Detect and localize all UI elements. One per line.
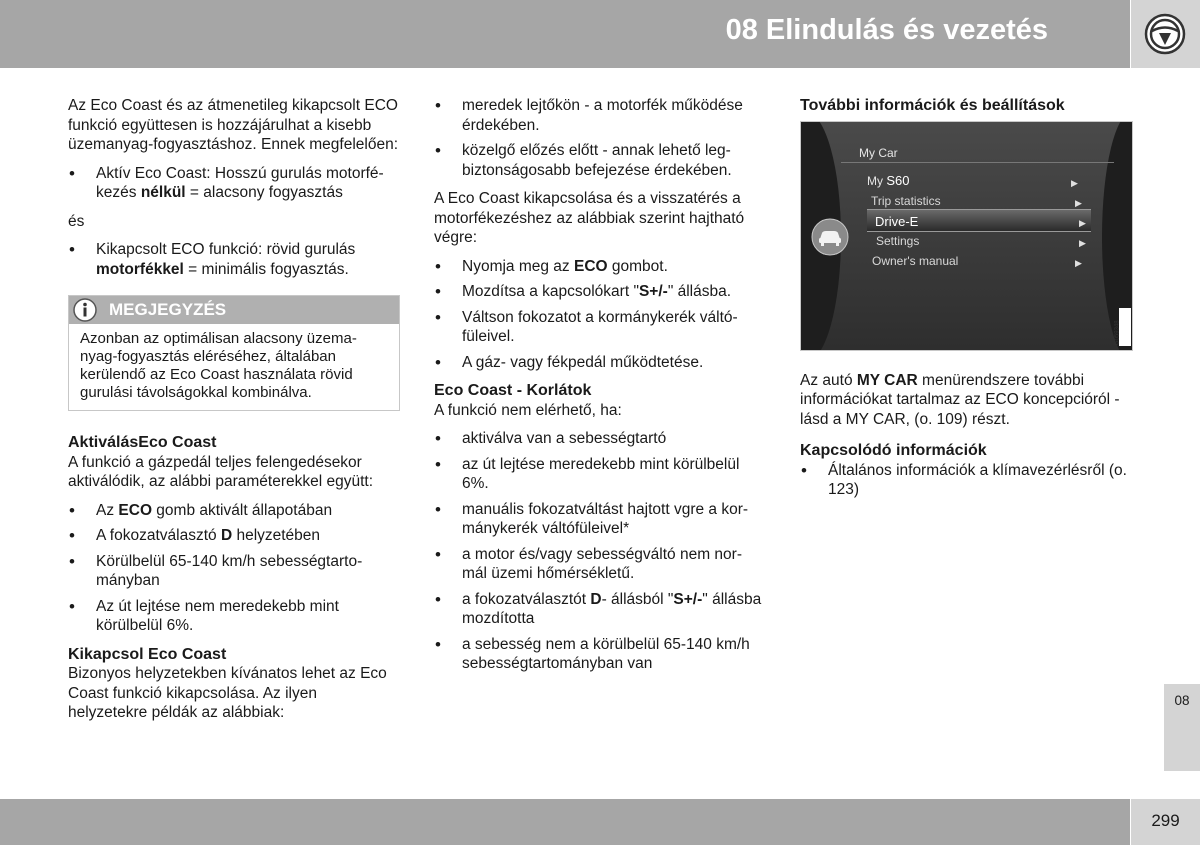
deactivation-heading: Kikapcsol Eco Coast <box>68 645 227 663</box>
deactivation-steps-list <box>434 257 766 373</box>
info-icon <box>73 298 97 322</box>
my-car-screen-image <box>800 121 1133 351</box>
page-number: 299 <box>1151 811 1180 830</box>
limits-heading: Eco Coast - Korlátok <box>434 382 592 399</box>
side-tab-label: 08 <box>1174 693 1190 708</box>
note-title: MEGJEGYZÉS <box>109 300 227 319</box>
list-item: • Az ECO gomb aktivált állapotában <box>68 501 400 521</box>
deactivation-method-text: A Eco Coast kikapcsolása és a visszatérés a motorfékezéshez az alábbiak szerint hajtható végre: <box>434 190 745 246</box>
eco-off-list <box>68 240 400 279</box>
screen-menu-item: Settings <box>876 233 920 248</box>
list-item: • A fokozatválasztó D helyzetében <box>68 526 400 546</box>
list-item: • Nyomja meg az ECO gombot. <box>434 257 766 277</box>
and-text: és <box>68 212 85 230</box>
eco-coast-list <box>68 164 400 203</box>
list-item: • aktiválva van a sebességtartó <box>434 429 766 449</box>
deactivation-examples-list <box>434 96 766 180</box>
more-info-heading: További információk és beállítások <box>800 97 1065 114</box>
arrow-right-icon: ▶ <box>1079 237 1086 248</box>
column-2 <box>434 96 766 683</box>
column-3 <box>800 96 1134 509</box>
list-item: • a sebesség nem a körülbelül 65-140 km/h sebességtartományban van <box>434 635 766 674</box>
chapter-title: 08 Elindulás és vezetés <box>725 14 1048 46</box>
screen-menu-item: Owner's manual <box>872 253 959 268</box>
list-item: • Kikapcsolt ECO funkció: rövid gurulás motorfékkel = minimális fogyasztás. <box>68 240 400 279</box>
related-info-list <box>800 461 1134 500</box>
activation-list <box>68 501 400 636</box>
list-item: • a motor és/vagy sebességváltó nem nor-mál üzemi hőmérsékletű. <box>434 545 766 584</box>
header-bar <box>0 0 1130 68</box>
page-number-box <box>1131 799 1200 845</box>
column-1 <box>68 96 400 732</box>
footer-bar <box>0 799 1130 845</box>
limits-text: A funkció nem elérhető, ha: <box>434 401 622 419</box>
list-item: • manuális fokozatváltást hajtott vgre a kor-mánykerék váltófüleivel* <box>434 500 766 539</box>
intro-paragraph: Az Eco Coast és az átmenetileg kikapcsolt ECO funkció együttesen is hozzájárulhat a kisebb üzemanyag-fogyasztáshoz. Ennek megfelelően: <box>68 97 399 153</box>
arrow-right-icon: ▶ <box>1071 177 1078 188</box>
related-info-heading: Kapcsolódó információk <box>800 442 987 459</box>
screen-title: My Car <box>859 145 898 160</box>
screen-menu-item-selected: Drive-E <box>875 213 919 229</box>
activation-text: A funkció a gázpedál teljes felengedésekor aktiválódik, az alábbi paraméterekkel együtt: <box>68 453 373 490</box>
arrow-right-icon: ▶ <box>1075 257 1082 268</box>
image-code: G059348 <box>1119 308 1131 346</box>
arrow-right-icon: ▶ <box>1079 217 1086 228</box>
activation-heading: AktiválásEco Coast <box>68 434 217 451</box>
list-item: • a fokozatválasztót D- állásból "S+/-" állásba mozdította <box>434 590 766 629</box>
list-item: • Váltson fokozatot a kormánykerék váltó-füleivel. <box>434 308 766 347</box>
car-icon <box>811 218 849 256</box>
related-link[interactable]: • Általános információk a klímavezérlésről (o. 123) <box>800 461 1134 500</box>
chapter-icon-box <box>1131 0 1200 68</box>
screen-model-row: My S60 <box>867 172 910 188</box>
note-header <box>69 296 399 324</box>
note-text: Azonban az optimálisan alacsony üzema-nyag-fogyasztás eléréséhez, általában kerülendő az Eco Coast használata rövid gurulási távolságokkal kombinálva. <box>80 330 357 401</box>
list-item: • az út lejtése meredekebb mint körülbelül 6%. <box>434 455 766 494</box>
note-box <box>68 295 400 411</box>
steering-wheel-icon <box>1131 0 1200 68</box>
list-item: • Mozdítsa a kapcsolókart "S+/-" állásba. <box>434 282 766 302</box>
list-item: • Az út lejtése nem meredekebb mint körülbelül 6%. <box>68 597 400 636</box>
arrow-right-icon: ▶ <box>1075 197 1082 208</box>
limits-list <box>434 429 766 674</box>
my-car-text: Az autó MY CAR menürendszere további információkat tartalmaz az ECO koncepcióról - lásd a MY CAR, (o. 109) részt. <box>800 371 1120 428</box>
list-item: • Aktív Eco Coast: Hosszú gurulás motorfé-kezés nélkül = alacsony fogyasztás <box>68 164 400 203</box>
list-item: • közelgő előzés előtt - annak lehető leg-biztonságosabb befejezése érdekében. <box>434 141 766 180</box>
deactivation-text: Bizonyos helyzetekben kívánatos lehet az Eco Coast funkció kikapcsolása. Az ilyen helyzetekre példák az alábbiak: <box>68 665 387 721</box>
screen-menu-item: Trip statistics <box>871 193 941 208</box>
list-item: • A gáz- vagy fékpedál működtetése. <box>434 353 766 373</box>
list-item: • Körülbelül 65-140 km/h sebességtarto-mányban <box>68 552 400 591</box>
chapter-side-tab <box>1164 684 1200 771</box>
list-item: • meredek lejtőkön - a motorfék működése érdekében. <box>434 96 766 135</box>
